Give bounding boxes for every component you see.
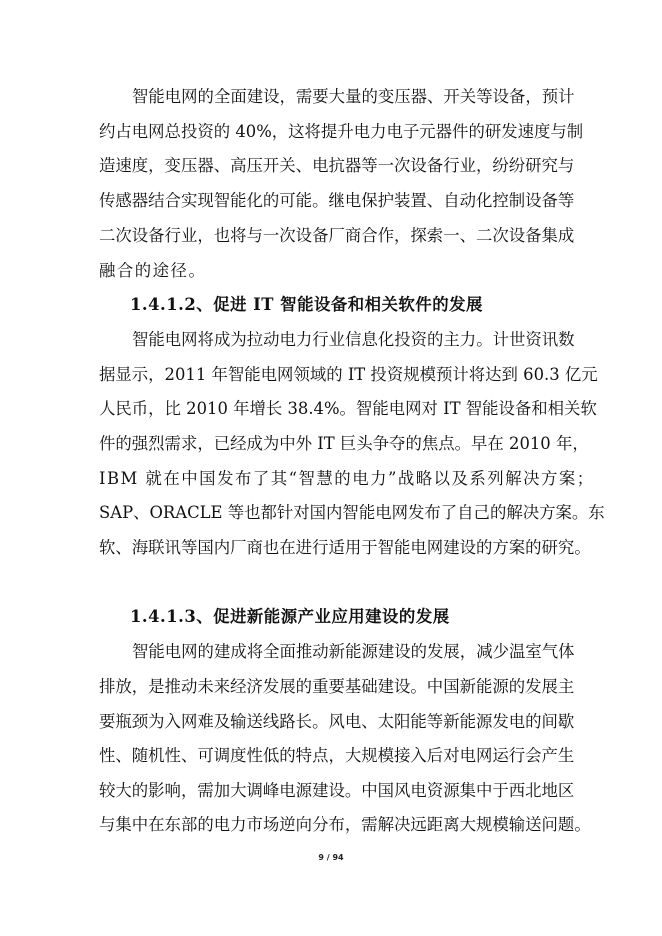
paragraph-2-line-3: 人民币，比 2010 年增长 38.4%。智能电网对 IT 智能设备和相关软 (99, 399, 597, 418)
paragraph-2-line-5: IBM 就在中国发布了其“智慧的电力”战略以及系列解决方案； (99, 469, 595, 488)
paragraph-2-line-4: 件的强烈需求，已经成为中外 IT 巨头争夺的焦点。早在 2010 年， (99, 434, 589, 453)
paragraph-2-line-6: SAP、ORACLE 等也都针对国内智能电网发布了自己的解决方案。东 (99, 503, 605, 522)
paragraph-3-line-3: 要瓶颈为入网难及输送线路长。风电、太阳能等新能源发电的间歇 (99, 712, 575, 731)
paragraph-3-line-4: 性、随机性、可调度性低的特点，大规模接入后对电网运行会产生 (99, 746, 575, 765)
page-number: 9 / 94 (318, 853, 344, 862)
paragraph-3-line-5: 较大的影响，需加大调峰电源建设。中国风电资源集中于西北地区 (99, 781, 575, 800)
paragraph-1-line-5: 二次设备行业，也将与一次设备厂商合作，探索一、二次设备集成 (99, 226, 575, 245)
paragraph-1-line-4: 传感器结合实现智能化的可能。继电保护装置、自动化控制设备等 (99, 191, 575, 210)
paragraph-3-line-6: 与集中在东部的电力市场逆向分布，需解决远距离大规模输送问题。 (99, 815, 591, 834)
paragraph-3-line-2: 排放，是推动未来经济发展的重要基础建设。中国新能源的发展主 (99, 677, 575, 696)
paragraph-2-line-7: 软、海联讯等国内厂商也在进行适用于智能电网建设的方案的研究。 (99, 538, 591, 557)
paragraph-2-line-2: 据显示，2011 年智能电网领域的 IT 投资规模预计将达到 60.3 亿元 (99, 365, 598, 384)
paragraph-1-line-1: 智能电网的全面建设，需要大量的变压器、开关等设备，预计 (132, 87, 575, 106)
paragraph-1-line-6: 融合的途径。 (99, 261, 207, 280)
section-heading-1-4-1-3: 1.4.1.3、促进新能源产业应用建设的发展 (130, 607, 450, 626)
paragraph-1-line-2: 约占电网总投资的 40%，这将提升电力电子元器件的研发速度与制 (99, 122, 584, 141)
paragraph-1-line-3: 造速度，变压器、高压开关、电抗器等一次设备行业，纷纷研究与 (99, 156, 575, 175)
paragraph-3-line-1: 智能电网的建成将全面推动新能源建设的发展，减少温室气体 (132, 642, 575, 661)
section-heading-1-4-1-2: 1.4.1.2、促进 IT 智能设备和相关软件的发展 (130, 295, 483, 314)
paragraph-2-line-1: 智能电网将成为拉动电力行业信息化投资的主力。计世资讯数 (132, 330, 575, 349)
